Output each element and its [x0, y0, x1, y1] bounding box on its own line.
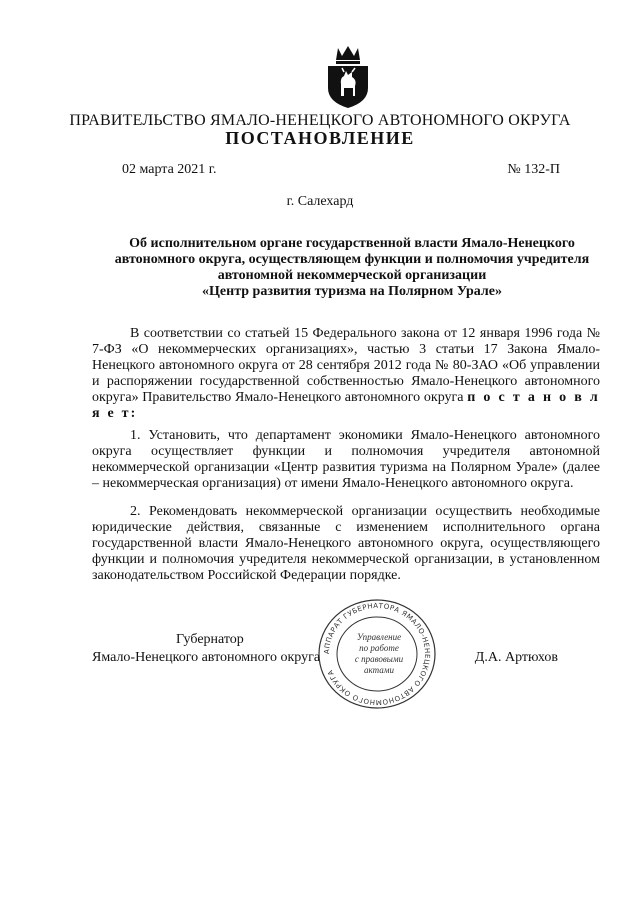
- signer-role-line1: Губернатор: [176, 632, 244, 647]
- seal-ring-text: АППАРАТ ГУБЕРНАТОРА ЯМАЛО-НЕНЕЦКОГО АВТОНОМНОГО ОКРУГА: [322, 601, 432, 707]
- seal-center-line: Управление: [356, 632, 402, 642]
- signer-role-line2: Ямало-Ненецкого автономного округа: [92, 650, 321, 665]
- preamble-paragraph: [92, 326, 600, 422]
- document-number: № 132-П: [507, 162, 560, 177]
- document-date: 02 марта 2021 г.: [122, 162, 217, 177]
- subject-line: автономного округа, осуществляющем функции и полномочия учредителя: [114, 252, 590, 267]
- coat-of-arms-emblem: [324, 44, 372, 110]
- seal-center-line: актами: [364, 665, 394, 675]
- seal-center-line: с правовыми: [354, 654, 404, 664]
- preamble-text: В соответствии со статьей 15 Федерального закона от 12 января 1996 года № 7-ФЗ «О некоммерческих организациях», частью 3 статьи 17 Закона Ямало-Ненецкого автономного округа от 28 сентября 2012 года № 80-ЗАО «Об управлении и распоряжении государственной собственностью Ямало-Ненецкого автономного округа» Правительство Ямало-Ненецкого автономного округа: [92, 326, 600, 405]
- seal-center-line: по работе: [359, 643, 399, 653]
- document-city: г. Салехард: [286, 194, 354, 209]
- official-stamp-seal: [312, 598, 442, 710]
- item-2-paragraph: 2. Рекомендовать некоммерческой организации осуществить необходимые юридические действия, связанные с изменением исполнительного органа государственной власти Ямало-Ненецкого автономного округа, осуществляющего функции и полномочия учредителя некоммерческой организации, в установленном законодательством Российской Федерации порядке.: [92, 504, 600, 583]
- document-type-title: ПОСТАНОВЛЕНИЕ: [225, 128, 415, 148]
- government-name: ПРАВИТЕЛЬСТВО ЯМАЛО-НЕНЕЦКОГО АВТОНОМНОГО ОКРУГА: [69, 112, 571, 129]
- subject-line: «Центр развития туризма на Полярном Урале»: [202, 284, 502, 299]
- item-1-paragraph: 1. Установить, что департамент экономики Ямало-Ненецкого автономного округа осуществляет функции и полномочия учредителя автономной некоммерческой организации «Центр развития туризма на Полярном Урале» (далее – некоммерческая организация) от имени Ямало-Ненецкого автономного округа.: [92, 428, 600, 491]
- signer-name: Д.А. Артюхов: [474, 650, 558, 665]
- subject-line: Об исполнительном органе государственной власти Ямало-Ненецкого: [129, 236, 575, 251]
- decree-word: п о с т а н о в л я е т:: [92, 390, 600, 421]
- subject-line: автономной некоммерческой организации: [217, 268, 487, 283]
- document-subject: [90, 236, 614, 300]
